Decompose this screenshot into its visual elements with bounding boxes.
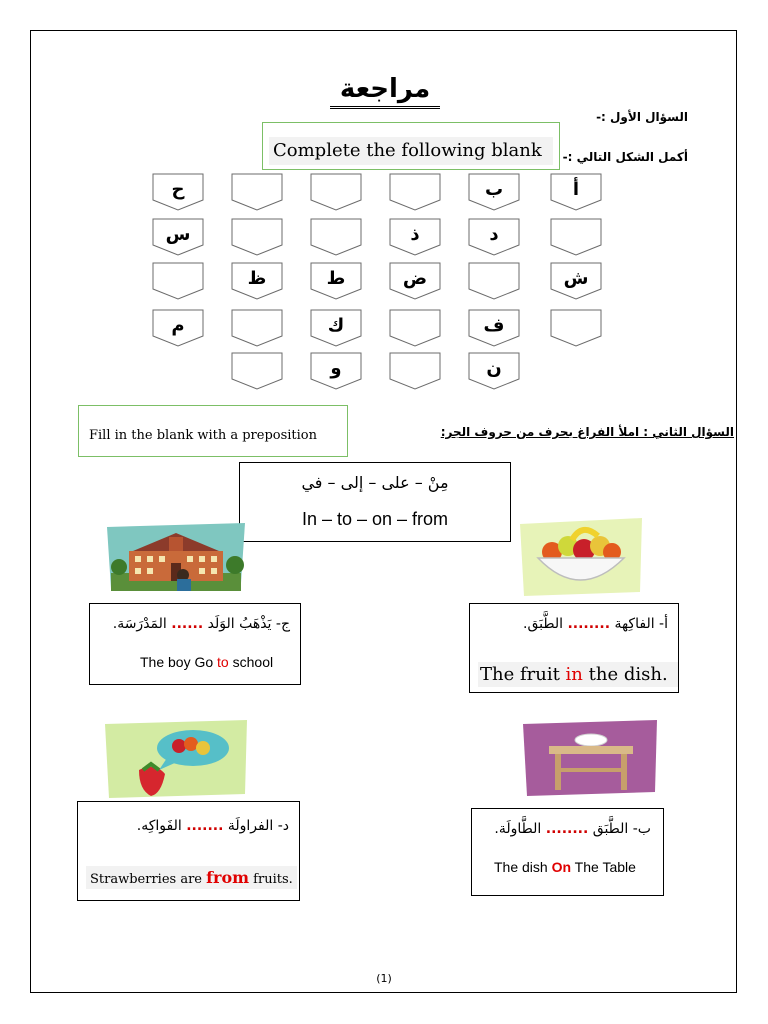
- letter-tag: [310, 218, 362, 256]
- letter-tag-text: ب: [484, 179, 504, 200]
- letter-tag-text: ن: [486, 358, 502, 379]
- item-d-box: [77, 801, 300, 901]
- letter-tag: [468, 173, 520, 211]
- word-bank-english: In – to – on – from: [301, 509, 449, 529]
- letter-tag: [152, 173, 204, 211]
- fill-blank-box: [78, 405, 348, 457]
- item-d-english: Strawberries are from fruits.: [86, 866, 297, 889]
- letter-tag: [468, 309, 520, 347]
- letter-tag: [310, 262, 362, 300]
- question-2-label: السؤال الثاني : املأ الفراغ بحرف من حروف الجر:: [440, 425, 734, 439]
- complete-blank-text: Complete the following blank: [273, 140, 542, 161]
- letter-tag: [389, 262, 441, 300]
- letter-tag: [550, 262, 602, 300]
- word-bank: [239, 462, 511, 542]
- letter-tag-text: ف: [483, 315, 505, 336]
- letter-tag-text: ح: [171, 179, 185, 200]
- item-c-arabic: ج- يَذْهَبُ الوَلَد ...... المَدْرَسَة.: [112, 616, 290, 632]
- letter-tag: [550, 218, 602, 256]
- letter-tag: [310, 309, 362, 347]
- letter-tag: [231, 262, 283, 300]
- item-b-box: [471, 808, 664, 896]
- question-1-label: السؤال الأول :-: [596, 110, 688, 124]
- item-a-box: [469, 603, 679, 693]
- table-dish-image: [521, 720, 659, 796]
- item-d-arabic: د- الفراولَة ....... الفَواكِه.: [136, 818, 289, 834]
- letter-tag: [231, 218, 283, 256]
- item-b-arabic: ب- الطَّبَق ........ الطَّاولَة.: [494, 821, 651, 837]
- letter-tag: [389, 309, 441, 347]
- letter-tag-text: أ: [572, 179, 580, 200]
- letter-tag: [389, 352, 441, 390]
- fruit-bowl-image: [516, 518, 646, 598]
- letter-tag: [231, 309, 283, 347]
- letter-tag: [468, 352, 520, 390]
- fill-blank-text: Fill in the blank with a preposition: [89, 428, 318, 443]
- item-a-arabic: أ- الفاكِهة ........ الطَّبَق.: [523, 616, 668, 632]
- letter-tag: [152, 309, 204, 347]
- letter-tag: [152, 262, 204, 300]
- letter-tag-text: ك: [327, 315, 345, 336]
- page-title: مراجعة: [330, 72, 440, 109]
- word-bank-arabic: مِنْ – على – إلى – في: [301, 473, 449, 492]
- letter-tag-text: م: [171, 315, 185, 336]
- letter-tag: [468, 262, 520, 300]
- strawberry-image: [103, 720, 249, 800]
- letter-tag: [468, 218, 520, 256]
- page-number: (1): [376, 972, 392, 985]
- letter-tag-text: و: [330, 358, 342, 379]
- letter-tag: [550, 173, 602, 211]
- letter-tag: [152, 218, 204, 256]
- school-image: [103, 523, 249, 599]
- letter-tag-text: ظ: [247, 268, 267, 289]
- item-a-english: The fruit in the dish.: [478, 662, 678, 687]
- letter-tag: [389, 218, 441, 256]
- letter-tag-text: ذ: [410, 224, 420, 245]
- letter-tag-text: ش: [563, 268, 589, 289]
- letter-tag: [231, 173, 283, 211]
- item-c-box: [89, 603, 301, 685]
- question-1-instruction: أكمل الشكل التالي :-: [562, 150, 688, 164]
- letter-tag: [231, 352, 283, 390]
- letter-tag-text: ط: [326, 268, 346, 289]
- letter-tag: [389, 173, 441, 211]
- complete-blank-box: [262, 122, 560, 170]
- item-c-english: The boy Go to school: [140, 654, 274, 670]
- letter-tag: [550, 309, 602, 347]
- letter-tag: [310, 173, 362, 211]
- item-b-english: The dish On The Table: [494, 859, 636, 875]
- letter-tag-text: س: [165, 224, 191, 245]
- letter-tag-text: د: [489, 224, 499, 245]
- letter-tag: [310, 352, 362, 390]
- letter-tag-text: ض: [402, 268, 428, 289]
